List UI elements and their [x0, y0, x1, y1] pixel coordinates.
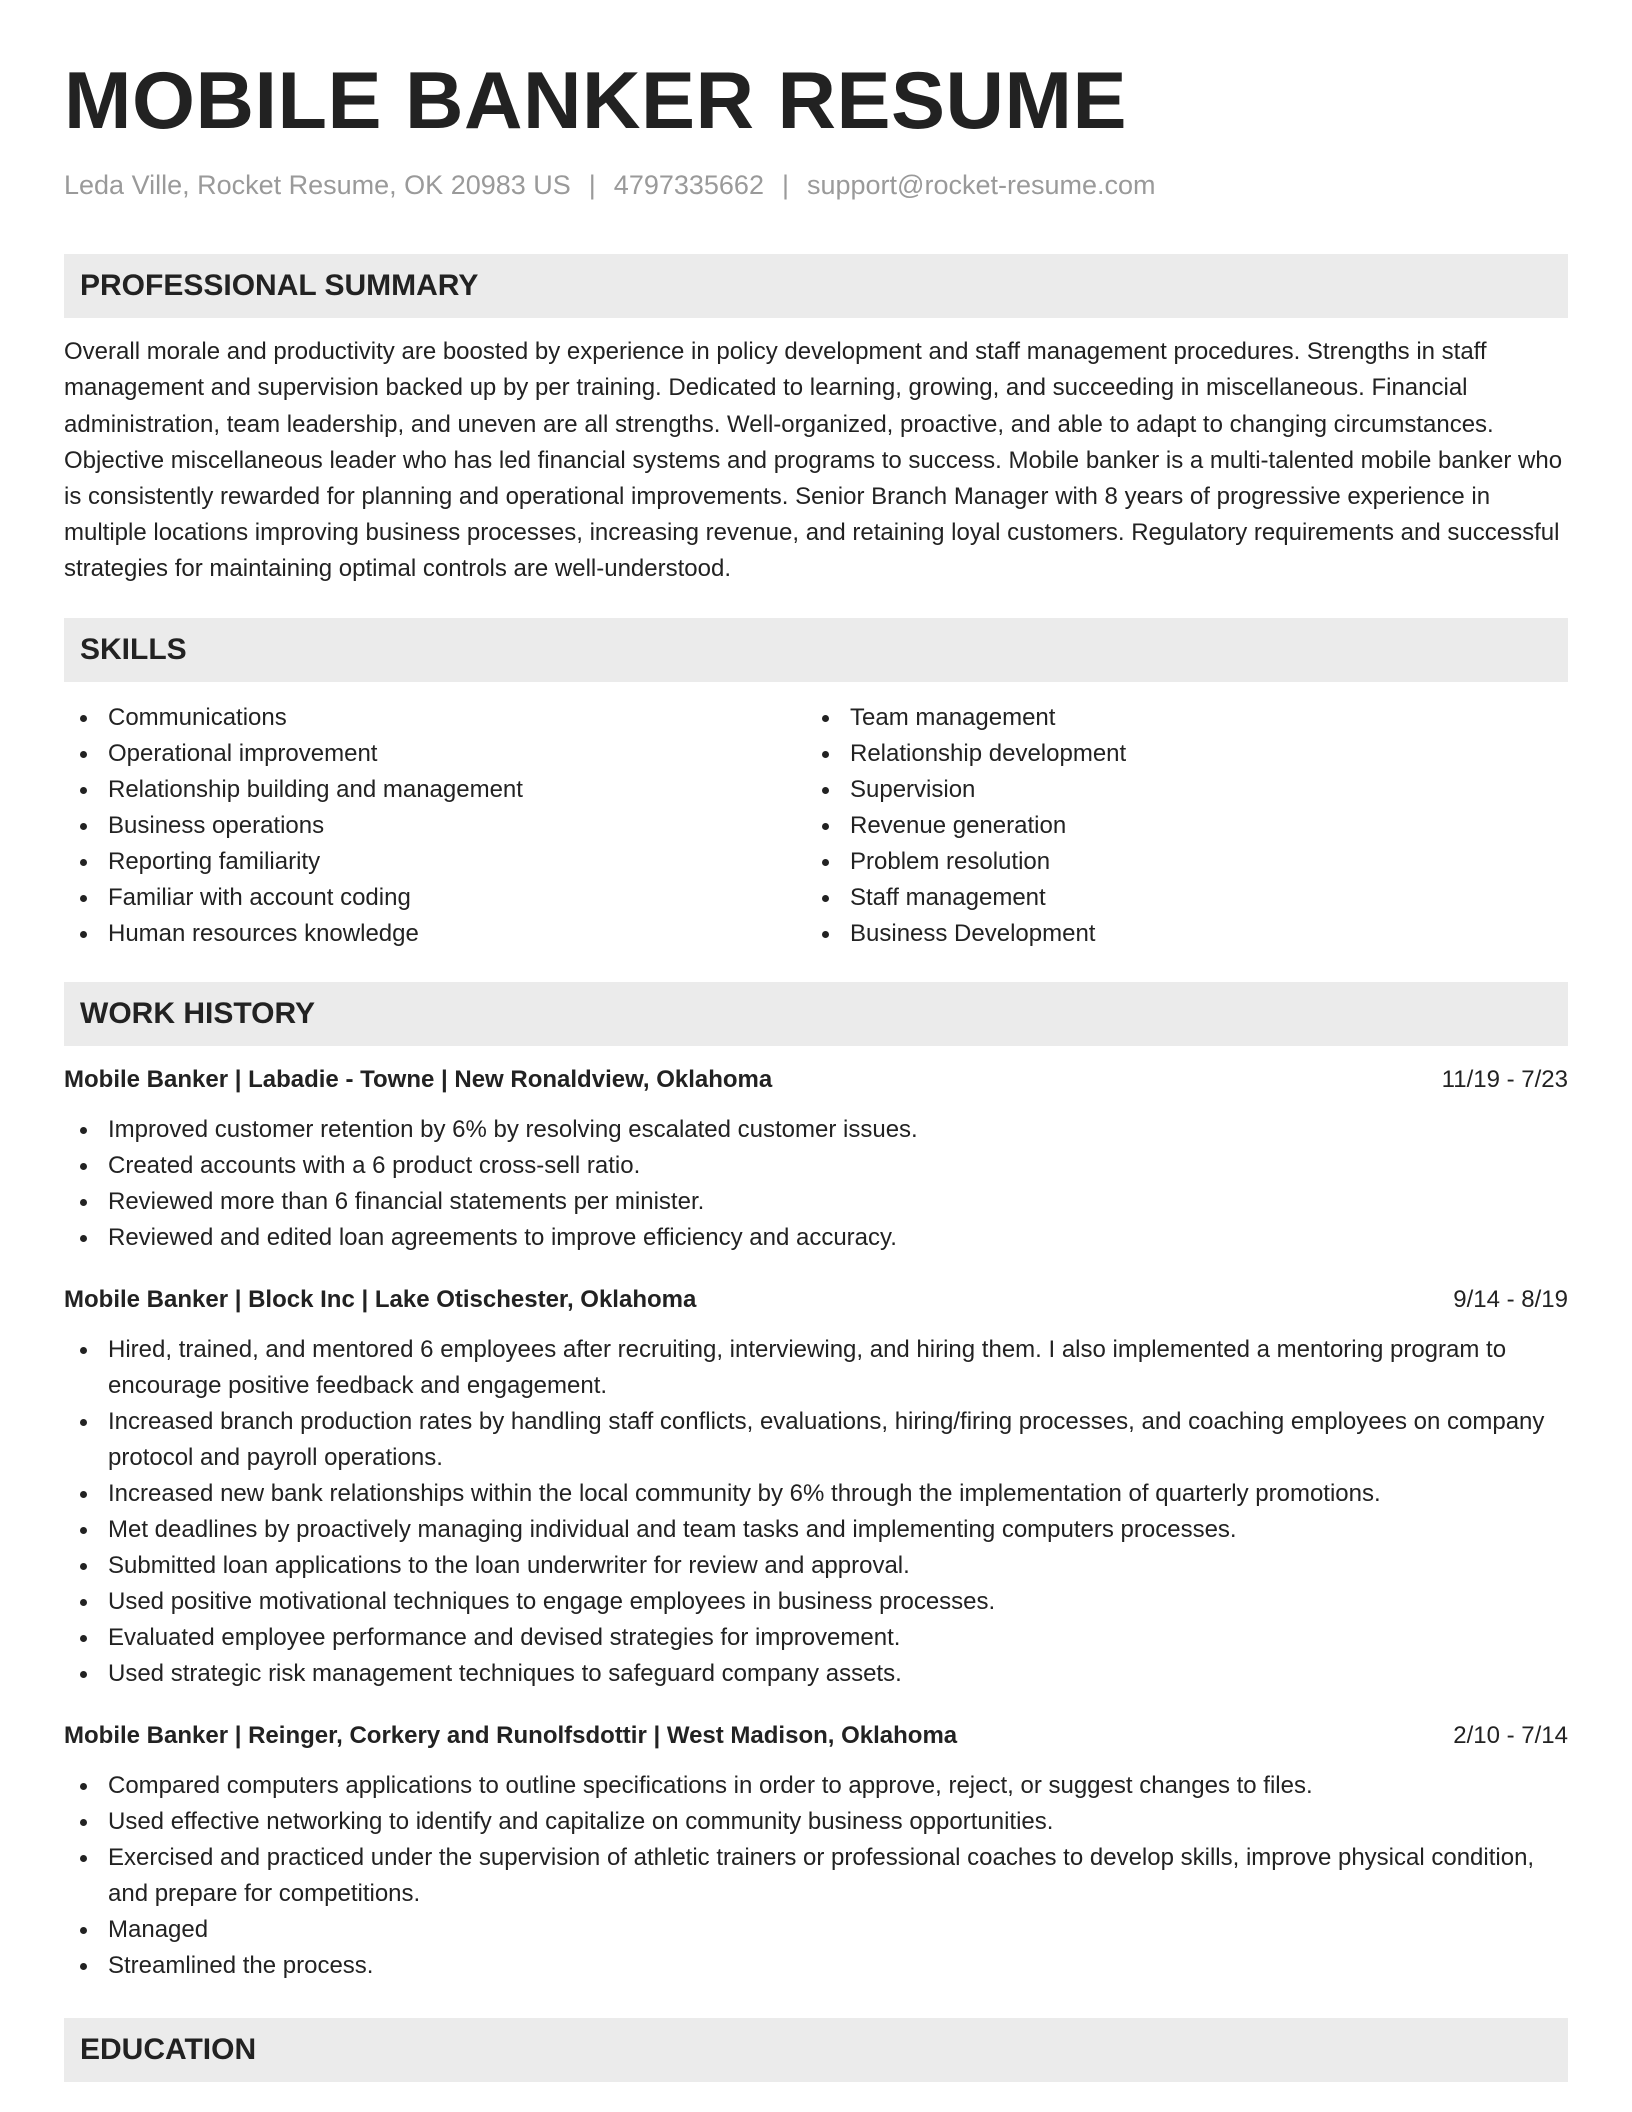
contact-separator: |: [781, 169, 789, 200]
contact-line: [64, 169, 1568, 201]
resume-title: MOBILE BANKER RESUME: [64, 56, 1128, 146]
skill-item: Supervision: [806, 772, 1548, 808]
job-duties: [64, 1112, 1568, 1256]
duty-item: Used effective networking to identify and capitalize on community business opportunities.: [64, 1804, 1568, 1840]
job-title: Mobile Banker | Block Inc | Lake Otischester, Oklahoma: [64, 1285, 697, 1313]
duty-item: Improved customer retention by 6% by resolving escalated customer issues.: [64, 1112, 1568, 1148]
work-history-heading: WORK HISTORY: [64, 982, 1568, 1046]
skills-heading: SKILLS: [64, 618, 1568, 682]
skill-item: Team management: [806, 700, 1548, 736]
contact-separator: |: [588, 169, 596, 200]
skill-item: Business Development: [806, 916, 1548, 952]
duty-item: Reviewed more than 6 financial statements per minister.: [64, 1184, 1568, 1220]
job-entry: [64, 1720, 1568, 1984]
skill-item: Familiar with account coding: [64, 880, 806, 916]
duty-item: Used positive motivational techniques to engage employees in business processes.: [64, 1584, 1568, 1620]
skill-item: Communications: [64, 700, 806, 736]
summary-text: Overall morale and productivity are boosted by experience in policy development and staff management procedures. Strengths in staff management and supervision backed up by per training. Dedicated to learning, growing, and succeeding in miscellaneous. Financial administration, team leadership, and uneven are all strengths. Well-organized, proactive, and able to adapt to changing circumstances. Objective miscellaneous leader who has led financial systems and programs to success. Mobile banker is a multi-talented mobile banker who is consistently rewarded for planning and operational improvements. Senior Branch Manager with 8 years of progressive experience in multiple locations improving business processes, increasing revenue, and retaining loyal customers. Regulatory requirements and successful strategies for maintaining optimal controls are well-understood.: [64, 338, 1563, 583]
duty-item: Exercised and practiced under the supervision of athletic trainers or professional coaches to develop skills, improve physical condition, and prepare for competitions.: [64, 1840, 1568, 1912]
duty-item: Created accounts with a 6 product cross-sell ratio.: [64, 1148, 1568, 1184]
duty-item: Increased new bank relationships within the local community by 6% through the implementation of quarterly promotions.: [64, 1476, 1568, 1512]
duty-item: Submitted loan applications to the loan underwriter for review and approval.: [64, 1548, 1568, 1584]
skills-column-left: [64, 700, 806, 952]
job-dates: 9/14 - 8/19: [1453, 1285, 1568, 1313]
skill-item: Revenue generation: [806, 808, 1548, 844]
skill-item: Problem resolution: [806, 844, 1548, 880]
contact-address: Leda Ville, Rocket Resume, OK 20983 US: [64, 169, 571, 200]
duty-item: Compared computers applications to outline specifications in order to approve, reject, or suggest changes to files.: [64, 1768, 1568, 1804]
job-title: Mobile Banker | Reinger, Corkery and Runolfsdottir | West Madison, Oklahoma: [64, 1721, 958, 1749]
job-duties: [64, 1332, 1568, 1692]
duty-item: Evaluated employee performance and devised strategies for improvement.: [64, 1620, 1568, 1656]
skill-item: Human resources knowledge: [64, 916, 806, 952]
skill-item: Staff management: [806, 880, 1548, 916]
summary-heading: PROFESSIONAL SUMMARY: [64, 254, 1568, 318]
skill-item: Relationship building and management: [64, 772, 806, 808]
skill-item: Business operations: [64, 808, 806, 844]
contact-email[interactable]: support@rocket-resume.com: [806, 169, 1156, 200]
job-header: [64, 1720, 1568, 1752]
skills-column-right: [806, 700, 1548, 952]
duty-item: Met deadlines by proactively managing individual and team tasks and implementing computers processes.: [64, 1512, 1568, 1548]
duty-item: Used strategic risk management techniques to safeguard company assets.: [64, 1656, 1568, 1692]
job-header: [64, 1064, 1568, 1096]
skill-item: Operational improvement: [64, 736, 806, 772]
education-heading: EDUCATION: [64, 2018, 1568, 2082]
job-entry: [64, 1284, 1568, 1692]
contact-phone: 4797335662: [613, 169, 764, 200]
job-dates: 2/10 - 7/14: [1453, 1721, 1568, 1749]
job-dates: 11/19 - 7/23: [1441, 1065, 1568, 1093]
duty-item: Increased branch production rates by handling staff conflicts, evaluations, hiring/firing processes, and coaching employees on company protocol and payroll operations.: [64, 1404, 1568, 1476]
duty-item: Reviewed and edited loan agreements to improve efficiency and accuracy.: [64, 1220, 1568, 1256]
job-header: [64, 1284, 1568, 1316]
job-duties: [64, 1768, 1568, 1984]
skills-list: [64, 700, 1568, 952]
job-title: Mobile Banker | Labadie - Towne | New Ronaldview, Oklahoma: [64, 1065, 773, 1093]
skill-item: Relationship development: [806, 736, 1548, 772]
duty-item: Hired, trained, and mentored 6 employees after recruiting, interviewing, and hiring them. I also implemented a mentoring program to encourage positive feedback and engagement.: [64, 1332, 1568, 1404]
duty-item: Streamlined the process.: [64, 1948, 1568, 1984]
duty-item: Managed: [64, 1912, 1568, 1948]
skill-item: Reporting familiarity: [64, 844, 806, 880]
job-entry: [64, 1064, 1568, 1256]
